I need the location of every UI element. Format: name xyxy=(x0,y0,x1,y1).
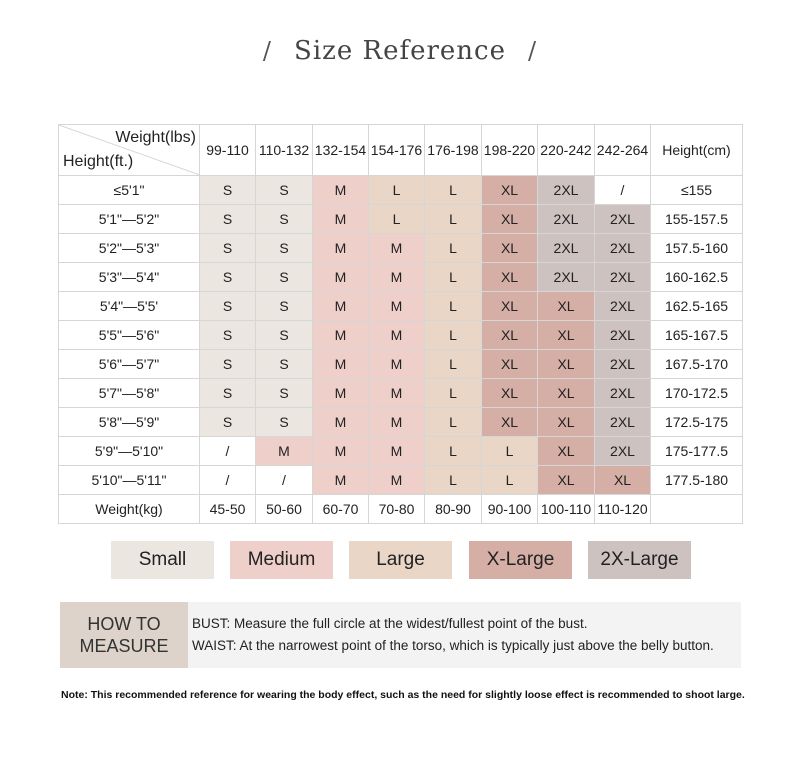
waist-instruction: WAIST: At the narrowest point of the torso, which is typically just above the belly button. xyxy=(192,638,714,653)
size-cell: S xyxy=(200,292,256,321)
size-cell: 2XL xyxy=(538,234,595,263)
size-row xyxy=(59,234,743,263)
size-cell: S xyxy=(200,321,256,350)
size-cell: L xyxy=(425,263,482,292)
size-cell: L xyxy=(482,437,538,466)
weight-kg-label: Weight(kg) xyxy=(59,495,200,524)
height-ft-cell: 5'8"—5'9" xyxy=(59,408,200,437)
size-row xyxy=(59,379,743,408)
legend-large xyxy=(349,541,452,579)
size-cell: M xyxy=(313,205,369,234)
size-cell: S xyxy=(256,379,313,408)
weight-range-header: 242-264 xyxy=(595,125,651,176)
size-cell: 2XL xyxy=(538,176,595,205)
height-ft-cell: 5'1"—5'2" xyxy=(59,205,200,234)
size-cell: M xyxy=(256,437,313,466)
size-cell: S xyxy=(256,408,313,437)
page-title xyxy=(0,36,800,66)
size-cell: XL xyxy=(482,176,538,205)
size-row xyxy=(59,466,743,495)
height-ft-cell: 5'7"—5'8" xyxy=(59,379,200,408)
size-cell: M xyxy=(369,350,425,379)
how-to-measure-label xyxy=(60,602,188,668)
size-cell: / xyxy=(256,466,313,495)
height-cm-cell: 167.5-170 xyxy=(651,350,743,379)
size-cell: S xyxy=(200,350,256,379)
height-ft-cell: 5'3"—5'4" xyxy=(59,263,200,292)
height-ft-cell: 5'10"—5'11" xyxy=(59,466,200,495)
size-cell: L xyxy=(425,408,482,437)
height-cm-cell: 170-172.5 xyxy=(651,379,743,408)
weight-kg-cell: 70-80 xyxy=(369,495,425,524)
how-to-line2: MEASURE xyxy=(79,636,169,656)
size-cell: L xyxy=(425,234,482,263)
height-cm-cell: 177.5-180 xyxy=(651,466,743,495)
size-row xyxy=(59,176,743,205)
size-cell: XL xyxy=(482,408,538,437)
size-cell: 2XL xyxy=(595,437,651,466)
size-cell: S xyxy=(200,205,256,234)
size-cell: L xyxy=(425,292,482,321)
height-cm-header: Height(cm) xyxy=(651,125,743,176)
size-cell: M xyxy=(313,437,369,466)
size-row xyxy=(59,321,743,350)
weight-kg-cell: 110-120 xyxy=(595,495,651,524)
size-cell: S xyxy=(200,263,256,292)
height-ft-cell: 5'2"—5'3" xyxy=(59,234,200,263)
size-cell: XL xyxy=(482,292,538,321)
size-cell: XL xyxy=(595,466,651,495)
legend-label: Small xyxy=(138,549,187,570)
weight-lbs-label: Weight(lbs) xyxy=(115,129,196,146)
size-cell: L xyxy=(425,379,482,408)
size-cell: L xyxy=(425,437,482,466)
how-to-measure-instructions xyxy=(188,602,741,668)
height-cm-cell: 165-167.5 xyxy=(651,321,743,350)
size-cell: S xyxy=(256,350,313,379)
height-ft-cell: 5'4"—5'5' xyxy=(59,292,200,321)
weight-kg-row xyxy=(59,495,743,524)
size-cell: 2XL xyxy=(538,205,595,234)
weight-range-header: 110-132 xyxy=(256,125,313,176)
size-cell: M xyxy=(313,292,369,321)
size-cell: XL xyxy=(538,466,595,495)
size-cell: M xyxy=(369,234,425,263)
size-row xyxy=(59,437,743,466)
legend-x-large xyxy=(469,541,572,579)
size-cell: XL xyxy=(538,321,595,350)
size-cell: XL xyxy=(482,205,538,234)
size-cell: L xyxy=(482,466,538,495)
height-ft-cell: 5'6"—5'7" xyxy=(59,350,200,379)
size-cell: M xyxy=(313,408,369,437)
size-cell: M xyxy=(313,234,369,263)
size-cell: XL xyxy=(538,350,595,379)
size-cell: S xyxy=(256,292,313,321)
weight-kg-cell: 45-50 xyxy=(200,495,256,524)
height-cm-cell: 160-162.5 xyxy=(651,263,743,292)
size-cell: L xyxy=(425,466,482,495)
legend-small xyxy=(111,541,214,579)
size-cell: XL xyxy=(482,321,538,350)
height-cm-cell: 175-177.5 xyxy=(651,437,743,466)
size-cell: M xyxy=(313,379,369,408)
weight-range-header: 220-242 xyxy=(538,125,595,176)
height-cm-cell: ≤155 xyxy=(651,176,743,205)
size-cell: M xyxy=(313,466,369,495)
weight-kg-cell: 100-110 xyxy=(538,495,595,524)
size-cell: M xyxy=(369,408,425,437)
legend-2x-large xyxy=(588,541,691,579)
size-cell: XL xyxy=(538,379,595,408)
size-cell: S xyxy=(256,205,313,234)
legend-medium xyxy=(230,541,333,579)
weight-range-header: 132-154 xyxy=(313,125,369,176)
size-cell: 2XL xyxy=(595,263,651,292)
weight-kg-cell: 90-100 xyxy=(482,495,538,524)
size-cell: 2XL xyxy=(595,234,651,263)
table-header-row xyxy=(59,125,743,176)
size-cell: / xyxy=(200,437,256,466)
size-cell: S xyxy=(200,408,256,437)
size-cell: L xyxy=(425,321,482,350)
weight-kg-cell: 50-60 xyxy=(256,495,313,524)
size-cell: M xyxy=(313,176,369,205)
size-cell: M xyxy=(313,350,369,379)
size-cell: 2XL xyxy=(595,379,651,408)
fit-note: Note: This recommended reference for wearing the body effect, such as the need for slightly loose effect is recommended to shoot large. xyxy=(61,689,745,701)
title-text: Size Reference xyxy=(294,36,506,66)
size-cell: / xyxy=(595,176,651,205)
weight-range-header: 198-220 xyxy=(482,125,538,176)
empty-cell xyxy=(651,495,743,524)
size-cell: / xyxy=(200,466,256,495)
size-cell: L xyxy=(369,176,425,205)
size-row xyxy=(59,350,743,379)
size-cell: M xyxy=(369,263,425,292)
how-to-line1: HOW TO xyxy=(87,614,161,634)
size-cell: S xyxy=(256,321,313,350)
size-cell: XL xyxy=(482,379,538,408)
size-table xyxy=(58,124,743,524)
title-slash-right: / xyxy=(527,37,538,65)
size-cell: S xyxy=(200,379,256,408)
size-cell: S xyxy=(256,234,313,263)
size-cell: M xyxy=(369,292,425,321)
weight-kg-cell: 60-70 xyxy=(313,495,369,524)
size-cell: 2XL xyxy=(595,292,651,321)
size-cell: M xyxy=(369,379,425,408)
size-cell: XL xyxy=(482,350,538,379)
size-cell: L xyxy=(425,176,482,205)
size-row xyxy=(59,263,743,292)
size-cell: 2XL xyxy=(595,350,651,379)
height-ft-cell: ≤5'1" xyxy=(59,176,200,205)
size-cell: XL xyxy=(482,263,538,292)
weight-kg-cell: 80-90 xyxy=(425,495,482,524)
height-cm-cell: 155-157.5 xyxy=(651,205,743,234)
size-cell: S xyxy=(200,176,256,205)
size-cell: 2XL xyxy=(538,263,595,292)
table-corner-cell xyxy=(59,125,200,176)
size-cell: M xyxy=(369,321,425,350)
size-cell: L xyxy=(425,350,482,379)
weight-range-header: 176-198 xyxy=(425,125,482,176)
legend-label: Large xyxy=(376,549,425,570)
size-row xyxy=(59,408,743,437)
size-cell: S xyxy=(200,234,256,263)
size-cell: M xyxy=(313,263,369,292)
weight-range-header: 154-176 xyxy=(369,125,425,176)
legend-label: X-Large xyxy=(486,549,555,570)
size-cell: L xyxy=(425,205,482,234)
size-cell: XL xyxy=(538,292,595,321)
height-ft-label: Height(ft.) xyxy=(63,153,134,170)
size-cell: S xyxy=(256,263,313,292)
weight-range-header: 99-110 xyxy=(200,125,256,176)
size-cell: M xyxy=(369,437,425,466)
legend-label: 2X-Large xyxy=(600,549,679,570)
bust-instruction: BUST: Measure the full circle at the widest/fullest point of the bust. xyxy=(192,616,588,631)
size-cell: M xyxy=(313,321,369,350)
size-cell: M xyxy=(369,466,425,495)
size-cell: XL xyxy=(538,408,595,437)
size-cell: L xyxy=(369,205,425,234)
size-row xyxy=(59,292,743,321)
height-ft-cell: 5'9"—5'10" xyxy=(59,437,200,466)
size-cell: 2XL xyxy=(595,321,651,350)
height-cm-cell: 162.5-165 xyxy=(651,292,743,321)
size-cell: S xyxy=(256,176,313,205)
height-cm-cell: 172.5-175 xyxy=(651,408,743,437)
size-cell: 2XL xyxy=(595,408,651,437)
size-cell: XL xyxy=(538,437,595,466)
height-cm-cell: 157.5-160 xyxy=(651,234,743,263)
title-slash-left: / xyxy=(262,37,273,65)
size-cell: 2XL xyxy=(595,205,651,234)
legend-label: Medium xyxy=(247,549,316,570)
size-row xyxy=(59,205,743,234)
height-ft-cell: 5'5"—5'6" xyxy=(59,321,200,350)
size-cell: XL xyxy=(482,234,538,263)
